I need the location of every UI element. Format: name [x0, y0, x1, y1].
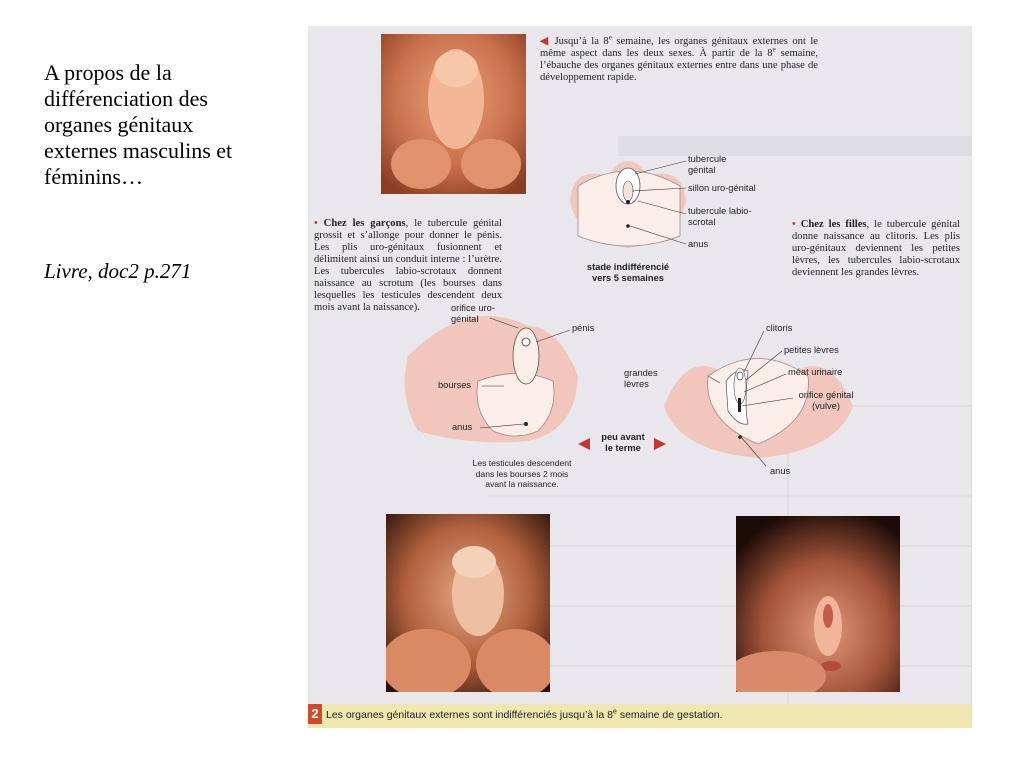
book-reference: Livre, doc2 p.271 [44, 259, 192, 283]
label-orifice-genital: orifice génital (vulve) [798, 390, 854, 411]
label-penis: pénis [572, 323, 595, 333]
term-label: peu avant le terme [601, 432, 645, 453]
label-testicules-note: Les testicules descendent dans les bourses 2 mois avant la naissance. [472, 458, 572, 489]
arrow-right-icon [654, 438, 666, 450]
figure-number: 2 [308, 704, 322, 724]
slide-title: A propos de la différenciation des organes génitaux externes masculins et féminins… [44, 60, 233, 189]
label-sillon-uro-genital: sillon uro-génital [688, 183, 756, 193]
label-anus-female: anus [770, 466, 791, 476]
intro-paragraph: ◀ Jusqu’à la 8e semaine, les organes génitaux externes ont le même aspect dans les deux sexes. À partir de la 8e semaine, l’ébauche des organes génitaux externes entre dans une phase de développement rapide. [540, 33, 819, 83]
label-grandes-levres: grandes lèvres [624, 368, 658, 389]
bullet-icon: • [314, 218, 318, 229]
label-tubercule-genital: tubercule génital [688, 154, 727, 175]
textbook-scan [308, 26, 972, 728]
girls-paragraph: • Chez les filles, le tubercule génital donne naissance au clitoris. Les plis uro-génitaux deviennent les petites lèvres, les tubercules labio-scrotaux deviennent les grandes lèvres. [792, 219, 960, 278]
stage-title: stade indifférencié vers 5 semaines [586, 262, 670, 283]
bullet-icon: • [792, 219, 796, 230]
embryo-photo-male [386, 514, 550, 692]
triangle-left-icon: ◀ [540, 36, 550, 47]
arrow-left-icon [578, 438, 590, 450]
label-anus-indifferent: anus [688, 239, 709, 249]
label-meat-urinaire: méat urinaire [788, 367, 843, 377]
embryo-photo-female [736, 516, 900, 692]
label-bourses: bourses [438, 380, 472, 390]
label-tubercule-labio-scrotal: tubercule labio-scrotal [688, 206, 752, 227]
indifferent-stage-diagram [570, 161, 686, 248]
figure-caption: Les organes génitaux externes sont indifférenciés jusqu’à la 8e semaine de gestation. [326, 708, 723, 721]
label-clitoris: clitoris [766, 323, 793, 333]
boys-paragraph: • Chez les garçons, le tubercule génital grossit et s’allonge pour donner le pénis. Les plis uro-génitaux fusionnent et délimitent ainsi un conduit interne : l’urètre. Les tubercules labio-scrotaux donnent naissance au scrotum (les bourses dans lesquelles les testicules descendent deux mois avant la naissance). [314, 218, 502, 313]
label-anus-male: anus [452, 422, 473, 432]
label-petites-levres: petites lèvres [784, 345, 839, 355]
label-orifice-uro-genital: orifice uro-génital [451, 303, 495, 324]
male-diagram [405, 316, 578, 442]
